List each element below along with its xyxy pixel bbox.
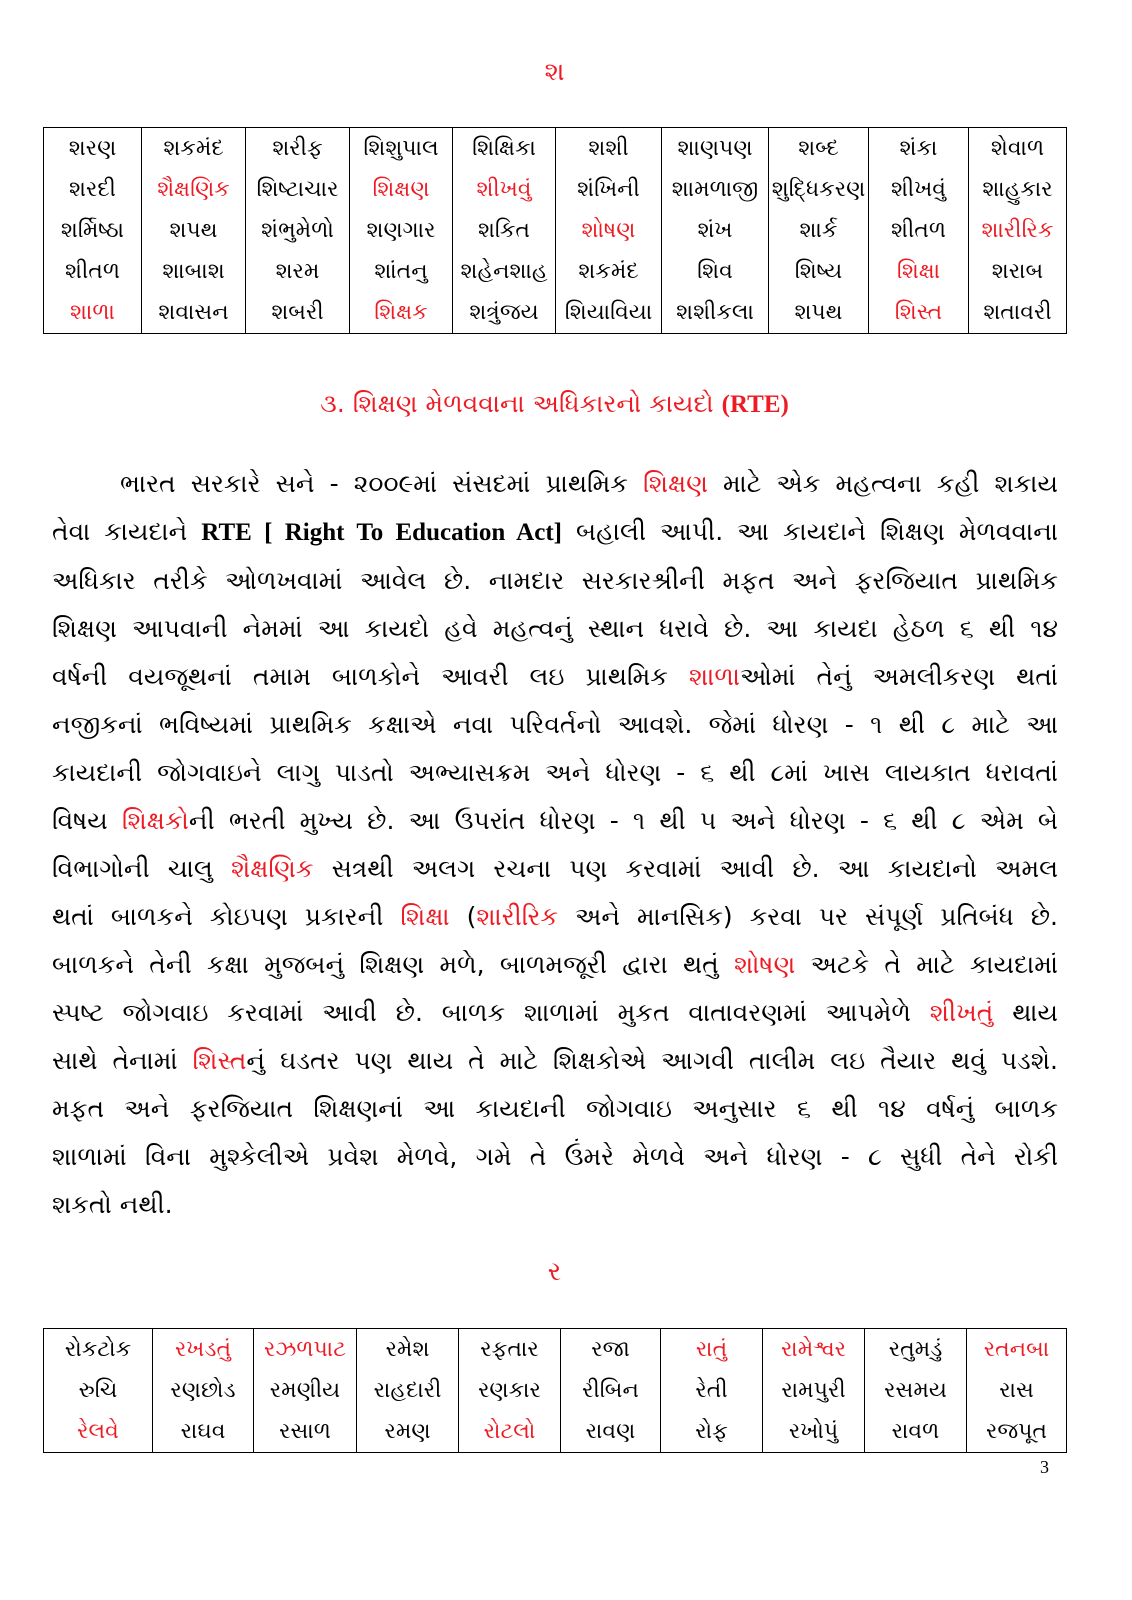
paragraph-line [52,1085,1058,1133]
highlighted-term: શિસ્ત [192,1046,247,1075]
word-item: શિષ્ય [794,259,843,284]
word-column [459,1329,561,1453]
text-run: ( [449,902,477,931]
highlighted-term: શૈક્ષણિક [230,854,314,883]
word-item: શંખ [697,218,733,243]
word-column [661,1329,763,1453]
word-item: શિસ્ત [894,300,943,325]
word-item: રાતું [695,1337,728,1362]
word-item: રોફ [695,1419,728,1444]
paragraph-line [52,845,1058,893]
highlighted-term: શિક્ષણ [643,469,708,498]
word-item: શિક્ષણ [372,177,430,202]
word-item: શિક્ષા [896,259,941,284]
page-number: 3 [1040,1457,1049,1477]
text-run: મફત અને ફરજિયાત શિક્ષણનાં આ કાયદાની જોગવાઇ અનુસાર ૬ થી ૧૪ વર્ષનું બાળક [52,1094,1058,1123]
word-column [969,128,1067,334]
word-item: શેવાળ [990,136,1045,161]
paragraph-line [52,1181,1058,1229]
word-item: રણકાર [478,1378,541,1403]
text-run: વિષય [52,806,122,835]
text-run: બાળકને તેની કક્ષા મુજબનું શિક્ષણ મળે, બાળમજૂરી દ્વારા થતું [52,950,734,979]
word-item: રમેશ [385,1337,430,1362]
word-item: શરમ [275,259,320,284]
section-letter-sha: શ [544,57,565,87]
text-run: તેવા કાયદાને [52,517,202,546]
word-item: શકિત [477,218,531,243]
word-item: રાહદારી [373,1378,442,1403]
word-item: રામપુરી [781,1378,846,1403]
text-run: શકતો નથી. [52,1190,173,1219]
word-column [556,128,662,334]
text-run: અને માનસિક) કરવા પર સંપૂર્ણ પ્રતિબંધ છે. [558,902,1058,931]
word-item: શરીફ [272,136,323,161]
word-item: રેલવે [77,1419,119,1444]
word-item: શિક્ષિકા [472,136,536,161]
text-run: વિભાગોની ચાલુ [52,854,231,883]
word-item: શાહુકાર [982,177,1053,202]
word-item: શંખિની [577,177,640,202]
word-item: શાંતનુ [374,259,428,284]
word-item: શોષણ [581,218,636,243]
text-run: શાળામાં વિના મુશ્કેલીએ પ્રવેશ મેળવે, ગમે તે ઉંમરે મેળવે અને ધોરણ - ૮ સુધી તેને રોકી [52,1142,1058,1171]
paragraph-line [52,941,1058,989]
word-item: રીબિન [582,1378,639,1403]
word-column [44,1329,153,1453]
word-item: શીખવું [890,177,947,202]
text-run: અટકે તે માટે કાયદામાં [795,950,1058,979]
word-item: રોકટોક [64,1337,132,1362]
word-column [44,128,142,334]
highlighted-term: શાળા [688,662,740,691]
word-item: રખડતું [174,1337,232,1362]
text-run: શિક્ષણ આપવાની નેમમાં આ કાયદો હવે મહત્વનું સ્થાન ધરાવે છે. આ કાયદા હેઠળ ૬ થી ૧૪ [52,614,1058,643]
word-item: રામેશ્વર [780,1337,847,1362]
word-item: શીખવું [476,177,532,202]
word-item: રફતાર [480,1337,539,1362]
word-column [662,128,769,334]
word-item: રતનબા [983,1337,1050,1362]
text-run: નું ઘડતર પણ થાય તે માટે શિક્ષકોએ આગવી તાલીમ લઇ તૈયાર થવું પડશે. [246,1046,1058,1075]
paragraph-line [52,605,1058,653]
word-item: શપથ [794,300,843,325]
word-column [246,128,350,334]
word-column [153,1329,254,1453]
word-item: શીતળ [890,218,946,243]
act-name: RTE [ Right To Education Act] [201,519,562,546]
word-column [357,1329,459,1453]
highlighted-term: શિક્ષા [400,902,450,931]
word-item: શંકા [899,136,938,161]
paragraph-line [52,508,1058,557]
word-table-sha [43,127,1067,334]
word-item: શતાવરી [983,300,1052,325]
word-item: શકમંદ [163,136,224,161]
word-item: શારીરિક [981,218,1054,243]
word-column [142,128,246,334]
word-item: શુદ્ધિકરણ [771,177,866,202]
word-item: રજપૂત [985,1419,1048,1444]
word-item: શશીકલા [676,300,754,325]
word-item: શિવ [697,259,733,284]
word-column [453,128,556,334]
word-item: રાવણ [585,1419,636,1444]
section-letter-ra: ર [547,1257,562,1287]
highlighted-term: શારીરિક [476,902,559,931]
word-item: શૈક્ષણિક [157,177,230,202]
word-item: શરણ [68,136,117,161]
paragraph-line [52,1133,1058,1181]
highlighted-term: શીખતું [929,998,994,1027]
word-item: શબરી [271,300,324,325]
word-item: શહેનશાહ [460,259,548,284]
text-run: માટે એક મહત્વના કહી શકાય [707,469,1058,498]
text-run: બહાલી આપી. આ કાયદાને શિક્ષણ મેળવવાના [562,517,1059,546]
word-item: રાવળ [891,1419,940,1444]
text-run: સ્પષ્ટ જોગવાઇ કરવામાં આવી છે. બાળક શાળામાં મુકત વાતાવરણમાં આપમેળે [52,998,930,1027]
word-column [763,1329,865,1453]
word-item: રખોપું [788,1419,839,1444]
paragraph-line [52,797,1058,845]
word-item: રતુમડું [888,1337,943,1362]
word-item: શત્રુંજય [469,300,539,325]
paragraph-line [52,989,1058,1037]
word-column [769,128,869,334]
text-run: વર્ષની વયજૂથનાં તમામ બાળકોને આવરી લઇ પ્રાથમિક [52,662,689,691]
word-item: રોટલો [483,1419,536,1444]
text-run: થતાં બાળકને કોઇપણ પ્રકારની [52,902,401,931]
heading-text: ૩. શિક્ષણ મેળવવાના અધિકારનો કાયદો [320,389,722,418]
word-item: શંભુમેળો [261,218,334,243]
paragraph-line [52,1037,1058,1085]
word-item: શિશુપાલ [363,136,439,161]
word-item: શર્મિષ્ઠા [60,218,125,243]
text-run: કાયદાની જોગવાઇને લાગુ પાડતો અભ્યાસક્રમ અને ધોરણ - ૬ થી ૮માં ખાસ લાયકાત ધરાવતાં [52,758,1058,787]
word-item: શિક્ષક [374,300,428,325]
text-run: સત્રથી અલગ રચના પણ કરવામાં આવી છે. આ કાયદાનો અમલ [313,854,1058,883]
word-item: શિષ્ટાચાર [256,177,339,202]
word-column [869,128,969,334]
word-item: રઝળપાટ [264,1337,346,1362]
paragraph-line [52,893,1058,941]
word-item: શબ્દ [798,136,839,161]
highlighted-term: શિક્ષકો [121,806,189,835]
word-item: શામળાજી [671,177,759,202]
word-item: શરાબ [991,259,1044,284]
paragraph-line [52,557,1058,605]
word-item: રસમય [884,1378,947,1403]
heading-acronym: (RTE) [721,391,789,418]
word-column [967,1329,1067,1453]
paragraph-line [52,653,1058,701]
text-run: ની ભરતી મુખ્ય છે. આ ઉપરાંત ધોરણ - ૧ થી ૫ અને ધોરણ - ૬ થી ૮ એમ બે [188,806,1058,835]
word-item: શશી [588,136,629,161]
text-run: ઓમાં તેનું અમલીકરણ થતાં [739,662,1058,691]
paragraph-line [52,749,1058,797]
body-paragraph [52,460,1058,1229]
word-column [350,128,453,334]
word-item: શાબાશ [162,259,225,284]
word-item: રુચિ [78,1378,118,1403]
word-item: રેતી [695,1378,728,1403]
paragraph-line [52,460,1058,508]
word-item: રસાળ [279,1419,331,1444]
word-item: રજા [591,1337,630,1362]
text-run: સાથે તેનામાં [52,1046,193,1075]
section-heading [43,384,1066,425]
word-table-ra [43,1328,1067,1453]
text-run: ભારત સરકારે સને - ૨૦૦૯માં સંસદમાં પ્રાથમિક [120,469,644,498]
word-item: શણગાર [366,218,436,243]
word-item: રણછોડ [170,1378,236,1403]
highlighted-term: શોષણ [734,950,796,979]
word-item: શરદી [69,177,116,202]
word-item: રાસ [999,1378,1034,1403]
word-item: શાણપણ [677,136,753,161]
word-column [561,1329,661,1453]
word-item: શકમંદ [578,259,639,284]
word-column [254,1329,357,1453]
word-item: શીતળ [64,259,120,284]
word-item: રાઘવ [180,1419,226,1444]
text-run: થાય [993,998,1058,1027]
word-item: શપથ [169,218,218,243]
word-item: રમણીય [269,1378,341,1403]
word-item: શવાસન [158,300,229,325]
text-run: નજીકનાં ભવિષ્યમાં પ્રાથમિક કક્ષાએ નવા પરિવર્તનો આવશે. જેમાં ધોરણ - ૧ થી ૮ માટે આ [52,710,1058,739]
text-run: અધિકાર તરીકે ઓળખવામાં આવેલ છે. નામદાર સરકારશ્રીની મફત અને ફરજિયાત પ્રાથમિક [52,566,1058,595]
word-item: શિયાવિયા [564,300,653,325]
word-column [865,1329,967,1453]
word-item: શાળા [70,300,115,325]
word-item: શાર્ક [799,218,838,243]
paragraph-line [52,701,1058,749]
word-item: રમણ [384,1419,431,1444]
